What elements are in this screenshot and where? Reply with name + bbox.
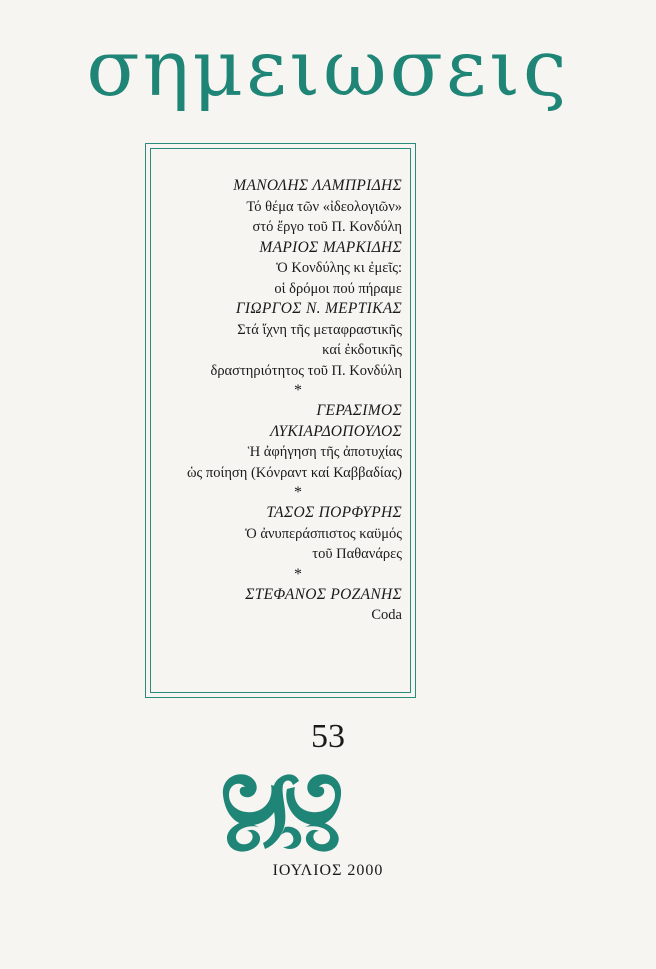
- author-name: ΛΥΚΙΑΡΔΟΠΟΥΛΟΣ: [270, 422, 402, 440]
- journal-title: σημειωσεις: [86, 24, 570, 114]
- article-title-line: Ὁ ἀνυπεράσπιστος καϋμός: [245, 525, 402, 542]
- author-name: ΓΙΩΡΓΟΣ Ν. ΜΕΡΤΙΚΑΣ: [235, 300, 402, 317]
- article-title-line: καί ἐκδοτικῆς: [322, 342, 402, 358]
- toc-entry: [164, 299, 402, 381]
- article-title-line: δραστηριότητος τοῦ Π. Κονδύλη: [210, 362, 402, 379]
- article-title-line: Ὁ Κονδύλης κι ἐμεῖς:: [276, 260, 402, 276]
- article-title-line: ὡς ποίηση (Κόνραντ καί Καββαδίας): [186, 464, 402, 481]
- toc-entry: [164, 401, 402, 483]
- issue-date: ΙΟΥΛΙΟΣ 2000: [272, 862, 384, 879]
- issue-number: 53: [311, 718, 345, 755]
- article-title-line: Στά ἴχνη τῆς μεταφραστικῆς: [237, 321, 402, 338]
- article-title-line: Coda: [371, 607, 402, 623]
- author-name: ΜΑΡΙΟΣ ΜΑΡΚΙΔΗΣ: [259, 238, 402, 256]
- table-of-contents: [164, 176, 402, 626]
- section-separator-asterisk: *: [294, 484, 302, 501]
- article-title-line: οἱ δρόμοι πού πήραμε: [274, 280, 402, 297]
- article-title-line: στό ἔργο τοῦ Π. Κονδύλη: [252, 219, 402, 235]
- author-name: ΓΕΡΑΣΙΜΟΣ: [316, 402, 402, 419]
- article-title-line: τοῦ Παθανάρες: [312, 546, 402, 562]
- section-separator-asterisk: *: [294, 382, 302, 399]
- ornamental-scroll-emblem-icon: [215, 765, 350, 855]
- author-name: ΣΤΕΦΑΝΟΣ ΡΟΖΑΝΗΣ: [245, 585, 402, 603]
- section-separator-asterisk: *: [294, 565, 302, 583]
- toc-entry: [164, 503, 402, 565]
- toc-entry: [164, 238, 402, 300]
- author-name: ΜΑΝΟΛΗΣ ΛΑΜΠΡΙΔΗΣ: [233, 177, 402, 194]
- article-title-line: Τό θέμα τῶν «ἰδεολογιῶν»: [246, 198, 402, 215]
- toc-entry: [164, 176, 402, 238]
- article-title-line: Ἡ ἀφήγηση τῆς ἀποτυχίας: [247, 444, 402, 460]
- toc-entry: [164, 585, 402, 626]
- author-name: ΤΑΣΟΣ ΠΟΡΦΥΡΗΣ: [266, 504, 402, 521]
